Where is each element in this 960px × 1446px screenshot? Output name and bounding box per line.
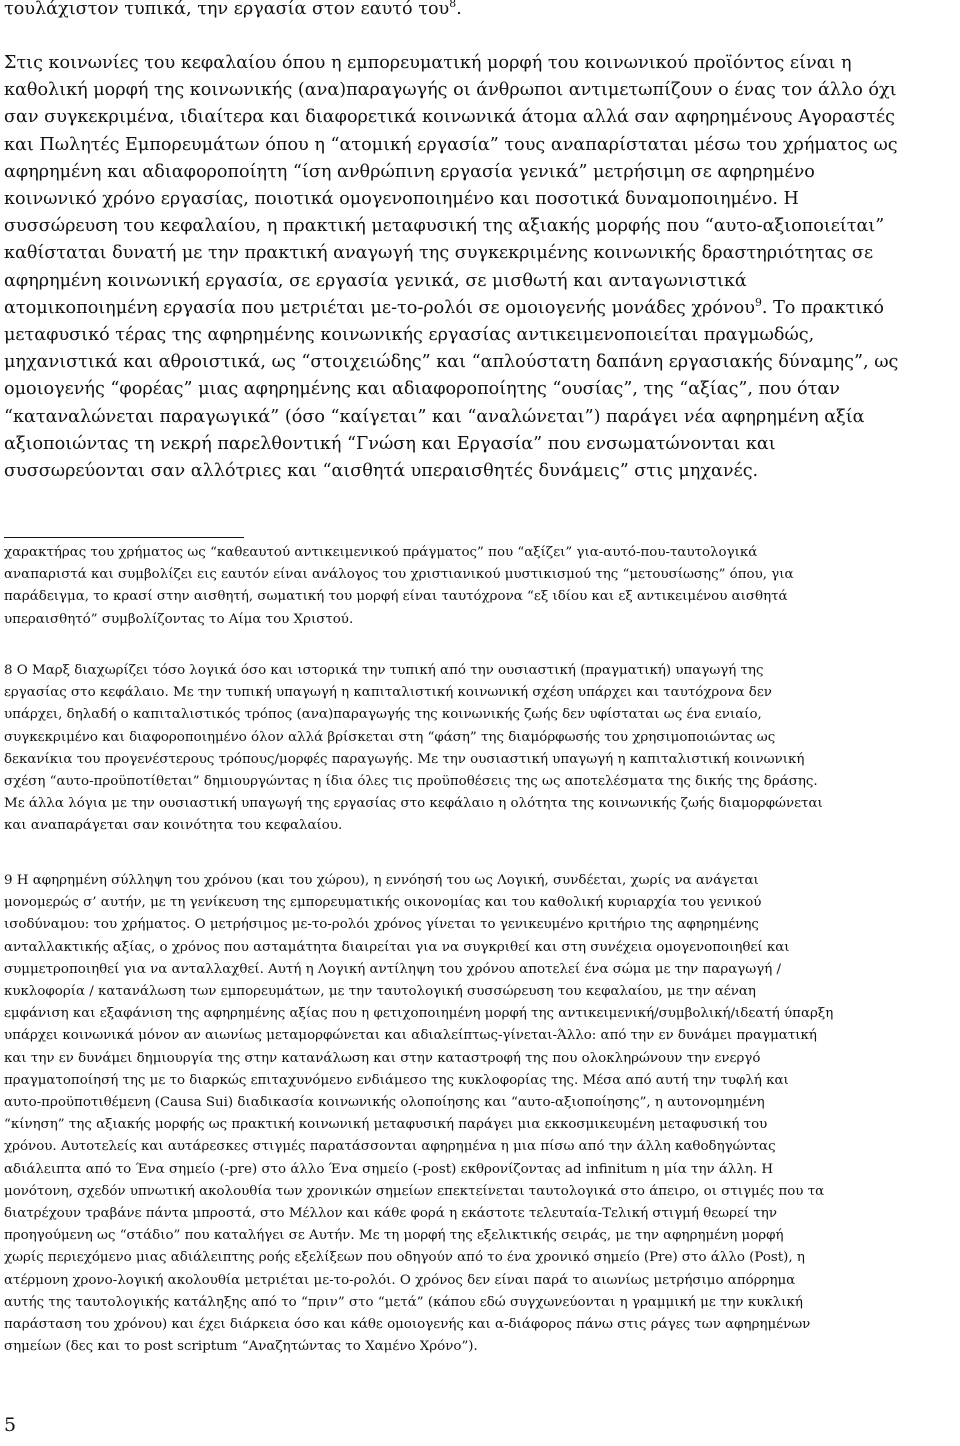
paragraph-line: συσσωρεύονται σαν αλλότριες και “αισθητά υπεραισθητές δυνάμεις” στις μηχανές. (4, 461, 759, 482)
footnote-line: αυτο-προϋποτιθέμενη (Causa Sui) διαδικασία κοινωνικής ολοποίησης και “αυτο-αξιοποίησης”, η αυτονομημένη (4, 1095, 765, 1111)
footnote-line: προηγούμενη ως “στάδιο” που καταλήγει σε Αυτήν. Με τη μορφή της εξελικτικής σειράς, με την αφηρημένη μορφή (4, 1228, 784, 1244)
paragraph-line: συσσώρευση του κεφαλαίου, η πρακτική μεταφυσική της αξιακής μορφής που “αυτο-αξιοποιείται” (4, 216, 885, 237)
footnote-line: αδιάλειπτα από το Ένα σημείο (-pre) στο άλλο Ένα σημείο (-post) εκθρονίζοντας ad infinitum η μία την άλλη. Η (4, 1161, 774, 1177)
footnote-line: παράσταση του χρόνου) και έχει διάρκεια όσο και κάθε ομοιογενής και α-διάφορος πάνω στις ράγες των αφηρημένων (4, 1317, 811, 1333)
footnote-line: δεκανίκια του προγενέστερους τρόπους/μορφές παραγωγής. Με την ουσιαστική υπαγωγή η καπιταλιστική κοινωνική (4, 751, 805, 767)
paragraph-line: αξιοποιώντας τη νεκρή παρελθοντική “Γνώση και Εργασία” που ενσωματώνονται και (4, 433, 776, 454)
main-paragraph (4, 50, 954, 485)
footnote-line: χαρακτήρας του χρήματος ως “καθεαυτού αντικειμενικού πράγματος” που “αξίζει” για-αυτό-που-ταυτολογικά (4, 545, 758, 560)
footnote-line: αυτής της ταυτολογικής κατάληξης από το “πριν” στο “μετά” (κάπου εδώ συγχωνεύονται η γραμμική με την κυκλική (4, 1294, 803, 1310)
paragraph-line: μεταφυσικό τέρας της αφηρημένης κοινωνικής εργασίας αντικειμενοποιείται πραγμωδώς, (4, 325, 815, 346)
footnote-line: και την εν δυνάμει δημιουργία της στην κατανάλωση και στην καταστροφή της που ολοκληρώνουν την ενεργό (4, 1050, 761, 1066)
intro-line: τουλάχιστον τυπικά, την εργασία στον εαυτό του$^8$. (4, 0, 954, 23)
footnote-line: υπεραισθητό” συμβολίζοντας το Αίμα του Χριστού. (4, 611, 354, 627)
footnote-line: 8 Ο Μαρξ διαχωρίζει τόσο λογικά όσο και ιστορικά την τυπική από την ουσιαστική (πραγματική) υπαγωγή της (4, 663, 764, 678)
footnote-line: 9 Η αφηρημένη σύλληψη του χρόνου (και του χώρου), η εννόησή του ως Λογική, συνδέεται, χωρίς να ανάγεται (4, 873, 759, 888)
footnote-line: ατέρμονη χρονο-λογική ακολουθία μετριέται με-το-ρολόι. Ο χρόνος δεν είναι παρά το αιωνίως μετρήσιμο απόρρημα (4, 1272, 796, 1288)
footnote-line: κυκλοφορία / κατανάλωση των εμπορευμάτων, με την ταυτολογική συσσώρευση του κεφαλαίου, με την αέναη (4, 984, 756, 1000)
footnote-line: εμφάνιση και εξαφάνιση της αφηρημένης αξίας που η φετιχοποιημένη μορφή της αντικειμενική/συμβολική/ιδεατή ύπαρξη (4, 1006, 834, 1022)
paragraph-line: “καταναλώνεται παραγωγικά” (όσο “καίγεται” και “αναλώνεται”) παράγει νέα αφηρημένη αξία (4, 406, 865, 427)
footnote-line: σχέση “αυτο-προϋποτίθεται” δημιουργώντας η ίδια όλες τις προϋποθέσεις της ως αποτελέσματα της δικής της δράσης. (4, 774, 818, 790)
paragraph-line: καθολική μορφή της κοινωνικής (ανα)παραγωγής οι άνθρωποι αντιμετωπίζουν ο ένας τον άλλο όχι (4, 80, 897, 101)
footnote-line: διατρέχουν τραβάνε πάντα μπροστά, στο Μέλλον και κάθε φορά η εκάστοτε τελευταία-Τελική στιγμή θεωρεί την (4, 1206, 777, 1222)
footnote-line: πραγματοποίησή της με το διαρκώς επιταχυνόμενο ενδιάμεσο της κυκλοφορίας της. Μέσα από αυτή την τυφλή και (4, 1072, 789, 1088)
paragraph-line: ομοιογενής “φορέας” μιας αφηρημένης και αδιαφοροποίητης “ουσίας”, της “αξίας”, που όταν (4, 379, 840, 400)
footnote-line: εργασίας στο κεφάλαιο. Με την τυπική υπαγωγή η καπιταλιστική κοινωνική σχέση υπάρχει και ταυτόχρονα δεν (4, 685, 772, 701)
footnote-line: υπάρχει κοινωνικά μόνον αν αιωνίως μεταμορφώνεται και αδιαλείπτως-γίνεται-Άλλο: από την εν δυνάμει πραγματική (4, 1028, 817, 1044)
paragraph-line: αφηρημένη και αδιαφοροποίητη “ίση ανθρώπινη εργασία γενικά” μετρήσιμη σε αφηρημένο (4, 161, 815, 182)
footnote-line: σημείων (δες και το post scriptum “Αναζητώντας το Χαμένο Χρόνο”). (4, 1339, 478, 1355)
body-text (4, 0, 954, 23)
paragraph-line: κοινωνικό χρόνο εργασίας, ποιοτικά ομογενοποιημένο και ποσοτικά δυναμοποιημένο. Η (4, 189, 799, 210)
footnote-separator (4, 537, 244, 538)
footnote-ref-9[interactable]: 9 (754, 295, 762, 309)
footnote-line: ανταλλακτικής αξίας, ο χρόνος που ασταμάτητα διαιρείται για να συγκριθεί και στη συνέχεια ομογενοποιηθεί και (4, 939, 790, 955)
footnote-line: “κίνηση” της αξιακής μορφής ως πρακτική κοινωνική μεταφυσική παράγει μια εκκοσμικευμένη μεταφυσική του (4, 1117, 768, 1133)
footnote-line: ισοδύναμου: του χρήματος. Ο μετρήσιμος με-το-ρολόι χρόνος γίνεται το γενικευμένο κριτήριο της αφηρημένης (4, 917, 759, 933)
paragraph-line: αφηρημένη κοινωνική εργασία, σε εργασία γενικά, σε μισθωτή και ανταγωνιστικά (4, 270, 747, 291)
footnote-continued (4, 542, 954, 631)
footnote-line: Με άλλα λόγια με την ουσιαστική υπαγωγή της εργασίας στο κεφάλαιο η ολότητα της κοινωνικής ζωής διαμορφώνεται (4, 796, 823, 812)
footnote-line: μονότονη, σχεδόν υπνωτική ακολουθία των χρονικών σημείων επεκτείνεται ταυτολογικά στο άπειρο, οι στιγμές που τα (4, 1183, 825, 1199)
footnote-line: παράδειγμα, το κρασί στην αισθητή, σωματική του μορφή είναι ταυτόχρονα “εξ ιδίου και εξ αντικειμένου αισθητά (4, 589, 788, 605)
footnote-line: συμμετροποιηθεί για να ανταλλαχθεί. Αυτή η Λογική αντίληψη του χρόνου αποτελεί ένα σώμα με την παραγωγή / (4, 961, 781, 977)
paragraph-line: μηχανιστικά και αθροιστικά, ως “στοιχειώδης” και “απλούστατη δαπάνη εργασιακής δύναμης”, ως (4, 352, 899, 373)
footnote-line: χρόνου. Αυτοτελείς και αυτάρεσκες στιγμές παρατάσσονται αφηρημένα η μια πίσω από την άλλη καθοδηγώντας (4, 1139, 776, 1155)
paragraph-line: και Πωλητές Εμπορευμάτων όπου η “ατομική εργασία” τους αναπαρίσταται μέσω του χρήματος ως (4, 134, 898, 155)
footnote-line: συγκεκριμένο και διαφοροποιημένο όλον αλλά βρίσκεται στη “φάση” της διαμόρφωσής του χρησιμοποιώντας ως (4, 729, 776, 745)
footnote-line: αναπαριστά και συμβολίζει εις εαυτόν είναι ανάλογος του χριστιανικού μυστικισμού της “μετουσίωσης” όπου, για (4, 567, 794, 583)
footnote-9 (4, 870, 954, 1358)
footnote-line: και αναπαράγεται σαν κοινότητα του κεφαλαίου. (4, 818, 343, 834)
footnote-line: μονομερώς σ’ αυτήν, με τη γενίκευση της εμπορευματικής οικονομίας και του καθολική κυριαρχία του γενικού (4, 895, 762, 911)
footnote-8 (4, 660, 954, 838)
footnote-line: υπάρχει, δηλαδή ο καπιταλιστικός τρόπος (ανα)παραγωγής της κοινωνικής ζωής δεν υφίσταται ως ένα ενιαίο, (4, 707, 762, 723)
footnote-line: χωρίς περιεχόμενο μιας αδιάλειπτης ροής εξελίξεων που οδηγούν από το ένα χρονικό σημείο (Pre) στο άλλο (Post), η (4, 1250, 805, 1266)
page-number: 5 (4, 1414, 17, 1436)
paragraph-line: σαν συγκεκριμένα, ιδιαίτερα και διαφορετικά κοινωνικά άτομα αλλά σαν αφηρημένους Αγοραστές (4, 107, 895, 128)
paragraph-line: καθίσταται δυνατή με την πρακτική αναγωγή της συγκεκριμένης κοινωνικής δραστηριότητας σε (4, 243, 874, 264)
footnote-ref-8[interactable]: 8 (449, 0, 457, 11)
paragraph-line: Στις κοινωνίες του κεφαλαίου όπου η εμπορευματική μορφή του κοινωνικού προϊόντος είναι η (4, 53, 852, 73)
paragraph-line: ατομικοποιημένη εργασία που μετριέται με-το-ρολόι σε ομοιογενής μονάδες χρόνου$^9$. Το πρακτικό (4, 295, 884, 318)
